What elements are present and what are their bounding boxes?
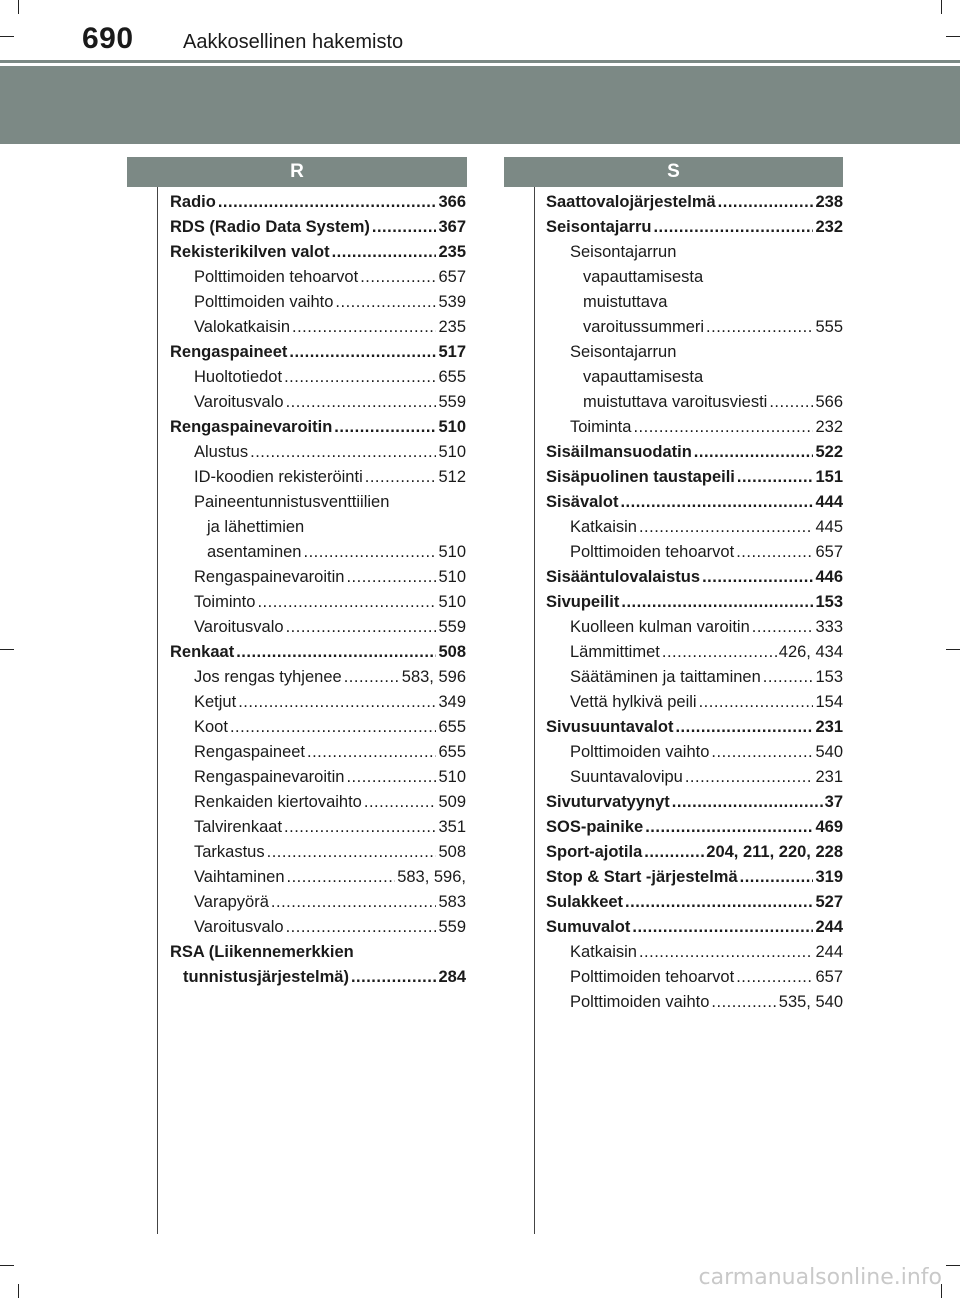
leader-dots [364,790,437,815]
leader-dots [694,440,814,465]
entry-page-ref: 151 [815,468,843,486]
leader-dots [284,365,436,390]
leader-dots [736,540,813,565]
index-subentry [170,765,466,790]
entry-term: Polttimoiden vaihto [570,743,710,761]
entry-term: ID-koodien rekisteröinti [194,468,363,486]
entry-term: Rengaspaineet [194,743,306,761]
index-subentry [546,765,843,790]
entry-term: Säätäminen ja taittaminen [570,668,761,686]
index-subentry [546,990,843,1015]
entry-page-ref: 444 [815,493,843,511]
leader-dots [740,865,814,890]
leader-dots [271,890,437,915]
leader-dots [218,190,437,215]
entry-term: Seisontajarrun [570,343,677,361]
index-subentry [170,890,466,915]
crop-mark [0,649,14,650]
leader-dots [625,890,813,915]
entry-term: Vaihtaminen [194,868,285,886]
leader-dots [372,215,437,240]
leader-dots [763,665,814,690]
entry-term: Sumuvalot [546,918,631,936]
entry-term: Rengaspainevaroitin [170,418,333,436]
index-column-s [546,190,843,1015]
index-entry [546,215,843,240]
entry-page-ref: 232 [815,418,843,436]
index-subentry [170,315,466,340]
index-subentry [546,965,843,990]
entry-page-ref: 510 [438,418,466,436]
leader-dots [303,540,436,565]
index-subentry [170,865,466,890]
index-entry [546,190,843,215]
entry-page-ref: 366 [438,193,466,211]
entry-term: Sivupeilit [546,593,620,611]
index-subentry [170,265,466,290]
leader-dots [653,215,813,240]
entry-page-ref: 349 [438,693,466,711]
entry-term: varoitussummeri [583,318,705,336]
index-subentry [546,640,843,665]
crop-mark [18,0,19,14]
entry-term: Varapyörä [194,893,269,911]
crop-mark [18,1284,19,1298]
index-subentry [170,740,466,765]
leader-dots [289,340,436,365]
entry-term: ja lähettimien [207,518,305,536]
index-subentry [546,315,843,340]
entry-term: Kuolleen kulman varoitin [570,618,750,636]
entry-term: Saattovalojärjestelmä [546,193,716,211]
entry-page-ref: 559 [438,618,466,636]
entry-page-ref: 535, 540 [778,993,843,1011]
leader-dots [287,865,396,890]
entry-page-ref: 469 [815,818,843,836]
entry-page-ref: 244 [815,943,843,961]
entry-page-ref: 539 [438,293,466,311]
leader-dots [645,815,813,840]
leader-dots [346,565,436,590]
entry-term: Sivusuuntavalot [546,718,674,736]
leader-dots [292,315,436,340]
leader-dots [699,690,814,715]
index-subentry [546,665,843,690]
entry-page-ref: 559 [438,393,466,411]
entry-term: vapauttamisesta [583,368,704,386]
crop-mark [0,36,14,37]
entry-page-ref: 235 [438,243,466,261]
entry-page-ref: 510 [438,543,466,561]
entry-page-ref: 655 [438,743,466,761]
index-entry [170,240,466,265]
entry-term: Koot [194,718,228,736]
index-entry [546,865,843,890]
leader-dots [621,590,813,615]
index-subentry [170,790,466,815]
leader-dots [286,615,437,640]
column-rule-s [534,187,535,1234]
entry-term: Sisääntulovalaistus [546,568,701,586]
index-subentry [546,690,843,715]
entry-page-ref: 655 [438,718,466,736]
entry-term: Renkaiden kiertovaihto [194,793,362,811]
index-subentry [170,540,466,565]
index-subentry [170,490,466,515]
entry-page-ref: 583 [438,893,466,911]
watermark: carmanualsonline.info [698,1265,942,1290]
leader-dots [286,915,437,940]
leader-dots [639,940,814,965]
entry-term: Katkaisin [570,943,637,961]
entry-page-ref: 351 [438,818,466,836]
entry-term: Toiminta [570,418,632,436]
letter-tab-s: S [504,157,843,187]
index-entry [170,215,466,240]
leader-dots [633,415,813,440]
entry-term: Rengaspainevaroitin [194,768,345,786]
leader-dots [632,915,813,940]
entry-term: Sisävalot [546,493,619,511]
entry-term: Sisäpuolinen taustapeili [546,468,735,486]
leader-dots [737,465,814,490]
leader-dots [662,640,777,665]
entry-term: tunnistusjärjestelmä) [183,968,349,986]
index-subentry [170,915,466,940]
entry-term: Katkaisin [570,518,637,536]
index-subentry [546,265,843,290]
entry-term: vapauttamisesta [583,268,704,286]
entry-page-ref: 510 [438,593,466,611]
entry-term: SOS-painike [546,818,644,836]
entry-term: Polttimoiden vaihto [194,293,334,311]
leader-dots [365,465,437,490]
index-subentry [170,365,466,390]
entry-page-ref: 583, 596 [401,668,466,686]
index-subentry [546,415,843,440]
entry-page-ref: 153 [815,593,843,611]
entry-page-ref: 235 [438,318,466,336]
entry-term: Polttimoiden tehoarvot [194,268,359,286]
entry-page-ref: 512 [438,468,466,486]
crop-mark [946,1265,960,1266]
index-entry [546,890,843,915]
index-entry [170,415,466,440]
leader-dots [752,615,814,640]
entry-term: Sisäilmansuodatin [546,443,692,461]
index-entry [546,840,843,865]
entry-page-ref: 555 [815,318,843,336]
entry-term: Rekisterikilven valot [170,243,330,261]
entry-term: muistuttava [583,293,668,311]
entry-term: RDS (Radio Data System) [170,218,370,236]
entry-page-ref: 284 [438,968,466,986]
index-entry [546,565,843,590]
entry-term: Varoitusvalo [194,918,284,936]
leader-dots [335,290,436,315]
entry-term: Toiminto [194,593,256,611]
crop-mark [946,649,960,650]
letter-tab-r: R [127,157,467,187]
index-subentry [546,240,843,265]
entry-term: Ketjut [194,693,237,711]
index-subentry [546,340,843,365]
index-entry [546,465,843,490]
entry-page-ref: 426, 434 [778,643,843,661]
entry-term: Rengaspainevaroitin [194,568,345,586]
entry-term: Talvirenkaat [194,818,283,836]
leader-dots [685,765,814,790]
leader-dots [267,840,437,865]
index-subentry [170,465,466,490]
entry-page-ref: 232 [815,218,843,236]
entry-page-ref: 566 [815,393,843,411]
crop-mark [946,36,960,37]
entry-page-ref: 445 [815,518,843,536]
entry-term: Stop & Start -järjestelmä [546,868,738,886]
index-subentry [546,365,843,390]
entry-page-ref: 319 [815,868,843,886]
index-subentry [170,815,466,840]
leader-dots [706,315,813,340]
index-subentry [546,740,843,765]
entry-page-ref: 509 [438,793,466,811]
leader-dots [620,490,813,515]
index-entry [170,340,466,365]
entry-term: Seisontajarrun [570,243,677,261]
entry-term: Jos rengas tyhjenee [194,668,342,686]
entry-page-ref: 446 [815,568,843,586]
entry-term: Polttimoiden vaihto [570,993,710,1011]
crop-mark [941,0,942,14]
entry-page-ref: 333 [815,618,843,636]
entry-term: Varoitusvalo [194,393,284,411]
index-subentry [546,940,843,965]
leader-dots [250,440,436,465]
entry-term: Alustus [194,443,249,461]
index-subentry [546,615,843,640]
index-entry [170,940,466,965]
entry-term: RSA (Liikennemerkkien [170,943,354,961]
index-subentry [170,590,466,615]
entry-page-ref: 522 [815,443,843,461]
leader-dots [284,815,436,840]
entry-page-ref: 153 [815,668,843,686]
entry-term: Rengaspaineet [170,343,288,361]
entry-page-ref: 244 [815,918,843,936]
index-entry [170,965,466,990]
index-entry [546,915,843,940]
leader-dots [286,390,437,415]
entry-page-ref: 204, 211, 220, 228 [706,843,843,861]
entry-page-ref: 37 [824,793,843,811]
leader-dots [334,415,436,440]
entry-page-ref: 367 [438,218,466,236]
leader-dots [644,840,704,865]
index-entry [170,640,466,665]
entry-page-ref: 540 [815,743,843,761]
index-subentry [170,390,466,415]
index-subentry [170,690,466,715]
entry-page-ref: 238 [815,193,843,211]
page-number: 690 [82,22,134,55]
entry-term: Tarkastus [194,843,265,861]
entry-page-ref: 657 [815,968,843,986]
entry-page-ref: 508 [438,843,466,861]
leader-dots [351,965,437,990]
entry-page-ref: 510 [438,443,466,461]
entry-term: muistuttava varoitusviesti [583,393,768,411]
entry-page-ref: 510 [438,768,466,786]
leader-dots [639,515,814,540]
index-subentry [170,615,466,640]
index-subentry [170,665,466,690]
leader-dots [718,190,814,215]
entry-page-ref: 231 [815,768,843,786]
entry-page-ref: 517 [438,343,466,361]
index-subentry [546,290,843,315]
entry-page-ref: 231 [815,718,843,736]
leader-dots [702,565,813,590]
leader-dots [360,265,436,290]
index-entry [546,590,843,615]
entry-term: Valokatkaisin [194,318,290,336]
entry-page-ref: 510 [438,568,466,586]
entry-page-ref: 154 [815,693,843,711]
leader-dots [711,990,776,1015]
entry-term: Sport-ajotila [546,843,643,861]
index-subentry [170,715,466,740]
entry-page-ref: 559 [438,918,466,936]
leader-dots [236,640,436,665]
index-subentry [170,515,466,540]
entry-term: Polttimoiden tehoarvot [570,543,735,561]
leader-dots [736,965,813,990]
index-subentry [170,440,466,465]
index-column-r [170,190,466,990]
leader-dots [711,740,813,765]
entry-term: Polttimoiden tehoarvot [570,968,735,986]
entry-term: Varoitusvalo [194,618,284,636]
entry-page-ref: 508 [438,643,466,661]
crop-mark [0,1265,14,1266]
leader-dots [346,765,436,790]
entry-term: Lämmittimet [570,643,660,661]
entry-term: Sulakkeet [546,893,624,911]
entry-page-ref: 655 [438,368,466,386]
index-entry [546,815,843,840]
entry-term: Seisontajarru [546,218,652,236]
entry-term: Vettä hylkivä peili [570,693,697,711]
index-subentry [170,840,466,865]
index-subentry [546,540,843,565]
leader-dots [332,240,437,265]
entry-term: Paineentunnistusventtiilien [194,493,390,511]
index-entry [170,190,466,215]
entry-term: Renkaat [170,643,235,661]
index-entry [546,440,843,465]
entry-page-ref: 657 [438,268,466,286]
entry-page-ref: 657 [815,543,843,561]
leader-dots [307,740,436,765]
leader-dots [230,715,437,740]
leader-dots [257,590,436,615]
index-subentry [170,565,466,590]
index-subentry [170,290,466,315]
leader-dots [238,690,436,715]
entry-term: Suuntavalovipu [570,768,683,786]
entry-term: Radio [170,193,216,211]
header-band [0,66,960,144]
running-title: Aakkosellinen hakemisto [183,31,404,53]
entry-term: asentaminen [207,543,302,561]
index-entry [546,790,843,815]
entry-term: Sivuturvatyynyt [546,793,670,811]
leader-dots [769,390,813,415]
entry-term: Huoltotiedot [194,368,283,386]
entry-page-ref: 527 [815,893,843,911]
entry-page-ref: 583, 596, [397,868,466,886]
leader-dots [675,715,813,740]
leader-dots [344,665,400,690]
leader-dots [672,790,823,815]
index-entry [546,490,843,515]
index-entry [546,715,843,740]
header-rule [0,60,960,63]
index-subentry [546,515,843,540]
index-subentry [546,390,843,415]
column-rule-r [157,187,158,1234]
